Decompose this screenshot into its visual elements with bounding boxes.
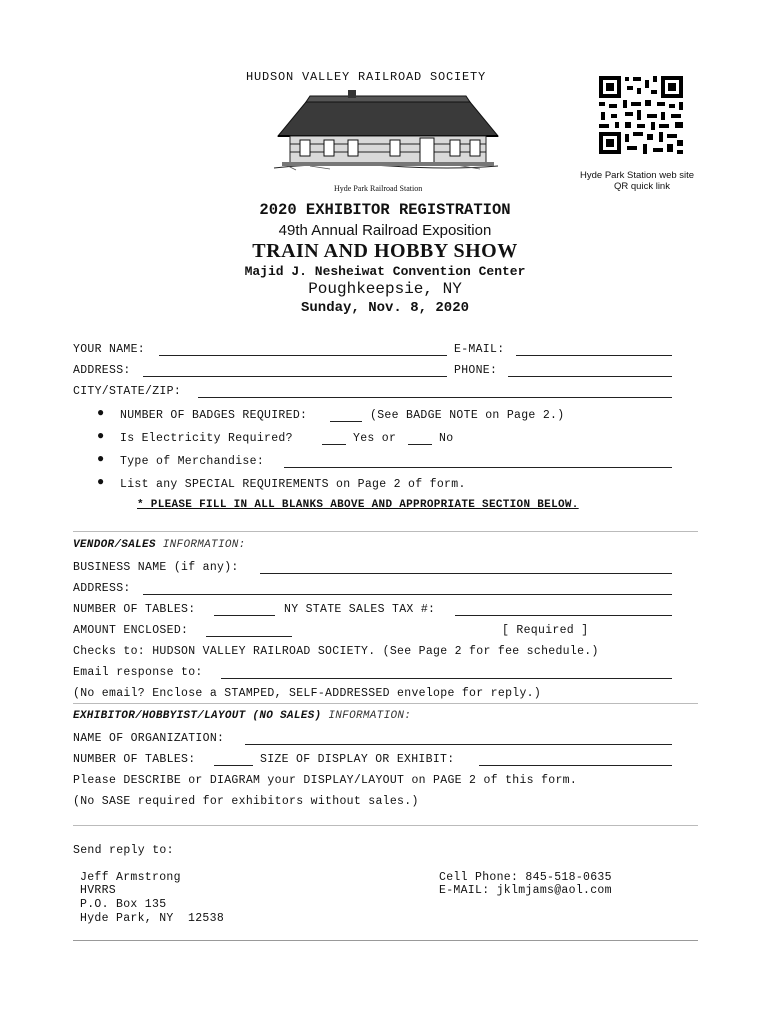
organization-field[interactable]	[245, 744, 672, 745]
business-name-label: BUSINESS NAME (if any):	[73, 561, 239, 574]
address-field[interactable]	[143, 376, 447, 377]
venue: Majid J. Nesheiwat Convention Center	[244, 264, 526, 279]
electricity-no-text: No	[439, 432, 454, 445]
sales-tax-field[interactable]	[455, 615, 672, 616]
electricity-yes-field[interactable]	[322, 444, 346, 445]
vendor-address-field[interactable]	[143, 594, 672, 595]
amount-enclosed-label: AMOUNT ENCLOSED:	[73, 624, 189, 637]
vendor-address-label: ADDRESS:	[73, 582, 131, 595]
exhibitor-tables-field[interactable]	[214, 765, 253, 766]
city: Poughkeepsie, NY	[308, 280, 462, 298]
sales-tax-label: NY STATE SALES TAX #:	[284, 603, 436, 616]
qr-code	[597, 74, 687, 156]
qr-caption-2: QR quick link	[614, 181, 670, 192]
station-caption: Hyde Park Railroad Station	[334, 184, 423, 193]
show-name: TRAIN AND HOBBY SHOW	[252, 240, 518, 262]
reply-name: Jeff Armstrong	[80, 871, 181, 884]
describe-layout-text: Please DESCRIBE or DIAGRAM your DISPLAY/LAYOUT on PAGE 2 of this form.	[73, 774, 578, 787]
email-field[interactable]	[516, 355, 672, 356]
email-response-field[interactable]	[221, 678, 672, 679]
phone-label: PHONE:	[454, 364, 498, 377]
email-label: E-MAIL:	[454, 343, 505, 356]
csz-label: CITY/STATE/ZIP:	[73, 385, 182, 398]
qr-caption-1: Hyde Park Station web site	[580, 170, 695, 181]
society-name: HUDSON VALLEY RAILROAD SOCIETY	[246, 70, 487, 84]
divider	[73, 940, 698, 941]
exhibitor-tables-label: NUMBER OF TABLES:	[73, 753, 196, 766]
display-size-field[interactable]	[479, 765, 672, 766]
form-title: 2020 EXHIBITOR REGISTRATION	[259, 201, 511, 219]
address-label: ADDRESS:	[73, 364, 131, 377]
badges-label: NUMBER OF BADGES REQUIRED:	[120, 409, 308, 422]
station-illustration	[270, 90, 502, 180]
amount-enclosed-field[interactable]	[206, 636, 292, 637]
electricity-yes-text: Yes or	[353, 432, 397, 445]
divider	[73, 703, 698, 704]
bullet-dot: ●	[97, 452, 105, 466]
electricity-no-field[interactable]	[408, 444, 432, 445]
send-reply-label: Send reply to:	[73, 844, 174, 857]
organization-label: NAME OF ORGANIZATION:	[73, 732, 225, 745]
bullet-dot: ●	[97, 475, 105, 489]
divider	[73, 825, 698, 826]
special-requirements-text: List any SPECIAL REQUIREMENTS on Page 2 of form.	[120, 478, 466, 491]
name-label: YOUR NAME:	[73, 343, 146, 356]
exhibitor-heading-rest: INFORMATION:	[328, 710, 412, 722]
divider	[73, 531, 698, 532]
no-sase-note: (No SASE required for exhibitors without sales.)	[73, 795, 419, 808]
required-note: [ Required ]	[502, 624, 589, 637]
reply-org: HVRRS	[80, 884, 117, 897]
reply-city: Hyde Park, NY 12538	[80, 912, 225, 925]
exhibitor-heading	[73, 710, 411, 722]
reply-po-box: P.O. Box 135	[80, 898, 167, 911]
exhibitor-heading-bold: EXHIBITOR/HOBBYIST/LAYOUT (NO SALES)	[73, 710, 322, 722]
no-email-note: (No email? Enclose a STAMPED, SELF-ADDRESSED envelope for reply.)	[73, 687, 542, 700]
phone-field[interactable]	[508, 376, 672, 377]
display-size-label: SIZE OF DISPLAY OR EXHIBIT:	[260, 753, 455, 766]
vendor-tables-field[interactable]	[214, 615, 275, 616]
badges-field[interactable]	[330, 421, 362, 422]
badges-note: (See BADGE NOTE on Page 2.)	[370, 409, 565, 422]
reply-cell-phone: Cell Phone: 845-518-0635	[439, 871, 612, 884]
form-subtitle: 49th Annual Railroad Exposition	[278, 222, 492, 239]
business-name-field[interactable]	[260, 573, 672, 574]
vendor-heading	[73, 539, 246, 551]
email-response-label: Email response to:	[73, 666, 203, 679]
csz-field[interactable]	[198, 397, 672, 398]
vendor-tables-label: NUMBER OF TABLES:	[73, 603, 196, 616]
bullet-dot: ●	[97, 406, 105, 420]
merchandise-field[interactable]	[284, 467, 672, 468]
event-date: Sunday, Nov. 8, 2020	[300, 300, 470, 316]
electricity-label: Is Electricity Required?	[120, 432, 293, 445]
fill-notice: * PLEASE FILL IN ALL BLANKS ABOVE AND APPROPRIATE SECTION BELOW.	[137, 499, 579, 511]
checks-payable-text: Checks to: HUDSON VALLEY RAILROAD SOCIETY. (See Page 2 for fee schedule.)	[73, 645, 599, 658]
bullet-dot: ●	[97, 429, 105, 443]
name-field[interactable]	[159, 355, 447, 356]
vendor-heading-bold: VENDOR/SALES	[73, 539, 156, 551]
merchandise-label: Type of Merchandise:	[120, 455, 265, 468]
reply-email: E-MAIL: jklmjams@aol.com	[439, 884, 612, 897]
vendor-heading-rest: INFORMATION:	[162, 539, 246, 551]
